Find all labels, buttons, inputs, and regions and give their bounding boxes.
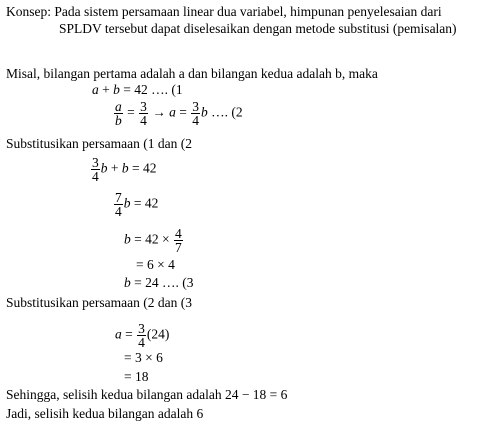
frac-num: a — [115, 99, 122, 114]
fraction-a-over-b — [114, 100, 123, 127]
fraction-4-over-7 — [174, 227, 183, 254]
fraction-3-over-4 — [91, 156, 100, 183]
sub2-step-1 — [115, 322, 169, 349]
frac-num: 3 — [138, 321, 145, 336]
sub1-step-5 — [124, 275, 193, 291]
fraction-7-over-4 — [114, 191, 123, 218]
frac-num: 3 — [140, 99, 147, 114]
frac-den: b — [115, 113, 122, 128]
rhs: = 42 — [130, 195, 159, 211]
frac-den: 4 — [115, 204, 122, 219]
concept-text-2: SPLDV tersebut dapat diselesaikan dengan metode substitusi (pemisalan) — [59, 21, 457, 36]
conclusion-line-2: Jadi, selisih kedua bilangan adalah 6 — [6, 406, 204, 421]
op-plus: + — [98, 82, 114, 97]
var-a: a — [169, 104, 176, 120]
eq2-tail: …. (2 — [207, 104, 243, 120]
frac-num: 4 — [174, 226, 182, 241]
var-b: b — [201, 104, 208, 120]
sub2-heading: Substitusikan persamaan (2 dan (3 — [6, 295, 192, 310]
concept-line-1 — [6, 4, 442, 20]
op-eq: = — [123, 104, 139, 120]
concept-label: Konsep: — [6, 4, 51, 19]
concept-text-1: Pada sistem persamaan linear dua variabel, himpunan penyelesaian dari — [54, 4, 442, 19]
sub1-heading: Substitusikan persamaan (1 dan (2 — [6, 136, 192, 151]
fraction-3-over-4 — [137, 322, 146, 349]
rest: = 24 …. (3 — [130, 275, 194, 290]
mid-expr: = 42 × — [130, 231, 173, 247]
var-a: a — [92, 82, 99, 97]
frac-num: 3 — [192, 99, 199, 114]
frac-den: 4 — [192, 113, 199, 128]
frac-num: 3 — [92, 155, 99, 170]
intro-text — [6, 66, 378, 82]
var-b: b — [124, 231, 131, 247]
fraction-3-over-4-b — [191, 100, 200, 127]
frac-den: 4 — [138, 335, 145, 350]
var-b: b — [123, 195, 131, 211]
op-eq: = — [175, 104, 191, 120]
frac-num: 7 — [115, 190, 122, 205]
sub1-step-2 — [113, 191, 158, 218]
sub1-step-4: = 6 × 4 — [136, 257, 175, 272]
var-b: b — [124, 275, 131, 290]
var-a: a — [115, 326, 122, 342]
op-plus: + — [107, 160, 122, 176]
intro-sentence: Misal, bilangan pertama adalah a dan bilangan kedua adalah b, maka — [6, 66, 378, 81]
eq1-rest: = 42 …. (1 — [119, 82, 183, 97]
arrow-symbol: → — [148, 104, 170, 120]
frac-den: 7 — [174, 240, 182, 255]
sub2-step-3: = 18 — [124, 369, 149, 384]
sub1-step-3 — [124, 227, 184, 254]
op-eq: = — [121, 326, 137, 342]
rest: (24) — [146, 326, 170, 342]
equation-1 — [92, 82, 183, 98]
var-b: b — [113, 82, 120, 97]
rhs: = 42 — [128, 160, 157, 176]
fraction-3-over-4 — [139, 100, 148, 127]
frac-den: 4 — [92, 169, 99, 184]
sub2-step-2: = 3 × 6 — [124, 350, 163, 365]
conclusion-line-1: Sehingga, selisih kedua bilangan adalah 24 − 18 = 6 — [6, 387, 288, 402]
frac-den: 4 — [140, 113, 147, 128]
sub1-step-1 — [90, 156, 157, 183]
equation-2 — [113, 100, 243, 127]
var-b: b — [121, 160, 129, 176]
var-b: b — [100, 160, 108, 176]
